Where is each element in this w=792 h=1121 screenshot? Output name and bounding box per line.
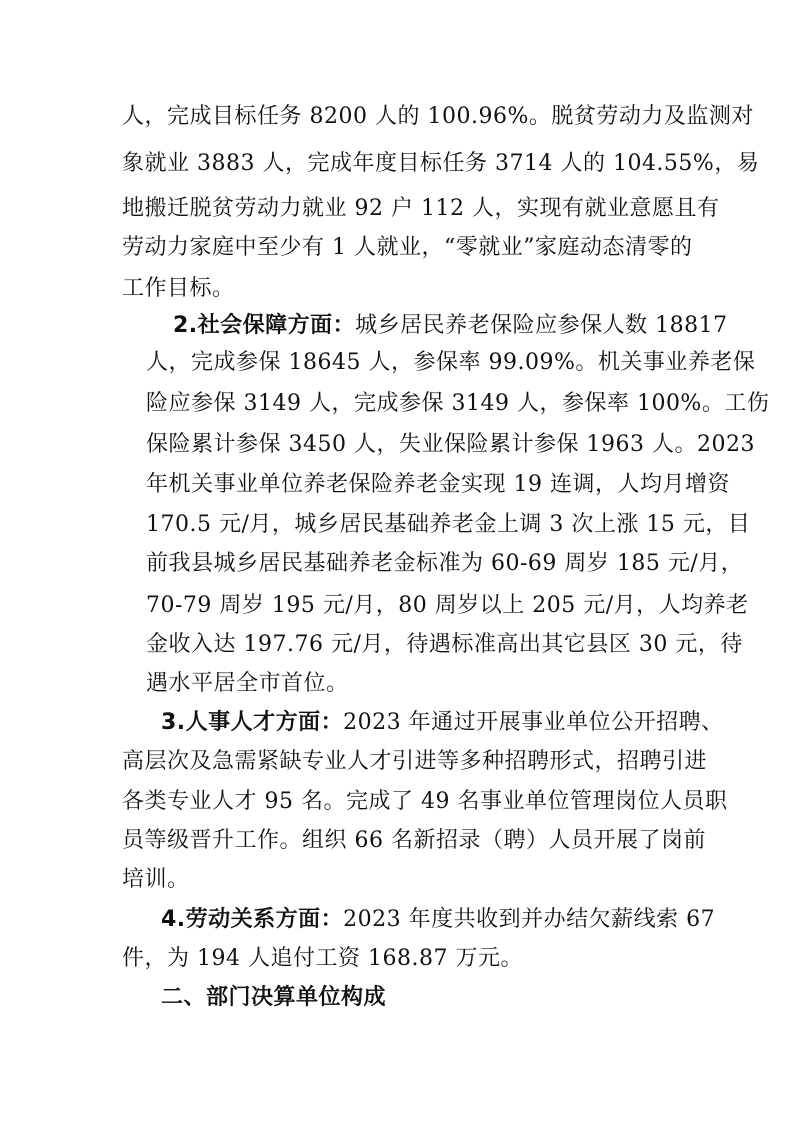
p4-line-2: 件，为 194 人追付工资 168.87 万元。 [122,946,523,971]
p2-line-4: 保险累计参保 3450 人，失业保险累计参保 1963 人。2023 [146,432,755,457]
p2-line-9: 金收入达 197.76 元/月，待遇标准高出其它县区 30 元，待 [146,632,743,657]
p4-line-1 [161,909,715,931]
p4-line-1-text: 2023 年度共收到并办结欠薪线索 67 [343,907,716,932]
p4-label: 4.劳动关系方面： [161,907,344,932]
p2-line-6: 170.5 元/月，城乡居民基础养老金上调 3 次上涨 15 元，目 [146,512,751,537]
p1-line-1: 人，完成目标任务 8200 人的 100.96%。脱贫劳动力及监测对 [122,104,754,129]
p2-line-7: 前我县城乡居民基础养老金标准为 60-69 周岁 185 元/月， [146,551,744,576]
p1-line-3: 地搬迁脱贫劳动力就业 92 户 112 人，实现有就业意愿且有 [122,196,720,221]
p3-label: 3.人事人才方面： [161,710,344,735]
p2-line-8: 70-79 周岁 195 元/月，80 周岁以上 205 元/月，人均养老 [146,593,749,618]
p3-line-5: 培训。 [122,867,190,892]
p2-line-1 [173,315,728,337]
p3-line-1-text: 2023 年通过开展事业单位公开招聘、 [343,710,724,735]
p2-line-2: 人，完成参保 18645 人，参保率 99.09%。机关事业养老保 [146,350,756,375]
p2-line-10: 遇水平居全市首位。 [146,671,349,696]
p1-line-4: 劳动力家庭中至少有 1 人就业，“零就业”家庭动态清零的 [122,235,693,260]
p3-line-3: 各类专业人才 95 名。完成了 49 名事业单位管理岗位人员职 [122,789,728,814]
p1-line-5: 工作目标。 [122,276,235,301]
p2-line-5: 年机关事业单位养老保险养老金实现 19 连调，人均月增资 [146,472,730,497]
p2-label: 2.社会保障方面： [173,313,356,338]
section-heading: 二、部门决算单位构成 [161,985,387,1010]
p2-line-1-text: 城乡居民养老保险应参保人数 18817 [355,313,728,338]
p2-line-3: 险应参保 3149 人，完成参保 3149 人，参保率 100%。工伤 [146,391,770,416]
p3-line-2: 高层次及急需紧缺专业人才引进等多种招聘形式，招聘引进 [122,749,708,774]
p1-line-2: 象就业 3883 人，完成年度目标任务 3714 人的 104.55%，易 [122,151,760,176]
p3-line-1 [161,712,724,734]
p3-line-4: 员等级晋升工作。组织 66 名新招录（聘）人员开展了岗前 [122,828,706,853]
